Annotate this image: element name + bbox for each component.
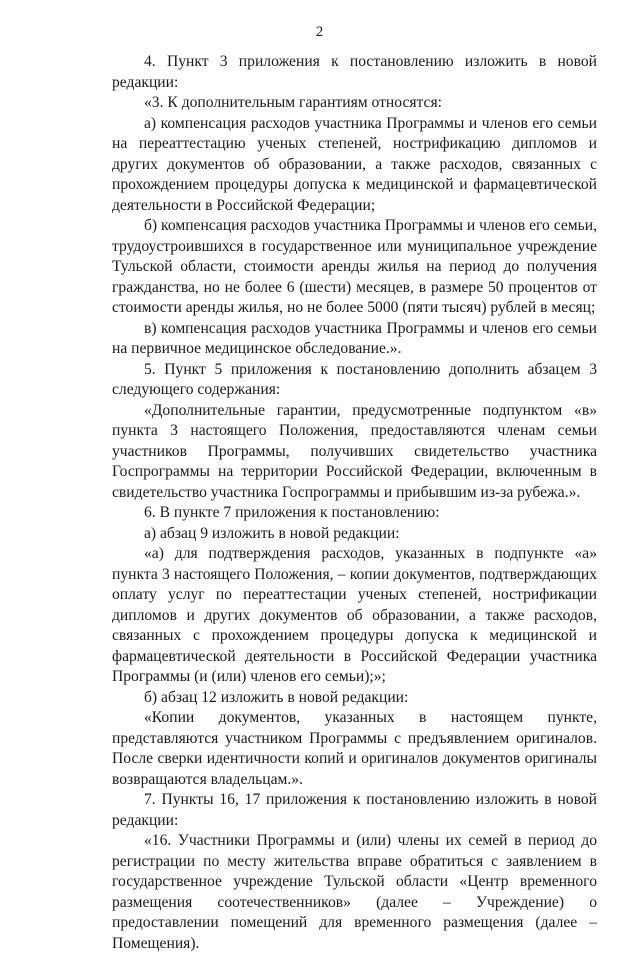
paragraph-subitem-v: в) компенсация расходов участника Программы и членов его семьи на первичное медицинское обследование.». — [112, 319, 597, 357]
paragraph-item-6-a-text: «а) для подтверждения расходов, указанных в подпункте «а» пункта 3 настоящего Положения, – копии документов, подтверждающих оплату услуг по переаттестации ученых степеней, нострификации дипломов и других документов об образовании, а также расходов, связанных с прохождением процедуры допуска к медицинской и фармацевтической деятельности в Российской Федерации участника Программы (и (или) членов его семьи);»; — [112, 545, 597, 685]
paragraph-subitem-b: б) компенсация расходов участника Программы и членов его семьи, трудоустроившихся в государственное или муниципальное учреждение Тульской области, стоимости аренды жилья на период до получения гражданства, но не более 6 (шести) месяцев, в размере 50 процентов от стоимости аренды жилья, но не более 5000 (пяти тысяч) рублей в месяц; — [112, 217, 597, 316]
document-body — [112, 52, 597, 954]
paragraph-item-16: «16. Участники Программы и (или) члены их семей в период до регистрации по месту жительства вправе обратиться с заявлением в государственное учреждение Тульской области «Центр временного размещения соотечественников» (далее – Учреждение) о предоставлении помещений для временного размещения (далее – Помещения). — [112, 832, 597, 952]
paragraph-item-6-a: а) абзац 9 изложить в новой редакции: — [144, 524, 400, 542]
paragraph-subitem-a: а) компенсация расходов участника Программы и членов его семьи на переаттестацию ученых степеней, нострификацию дипломов и других документов об образовании, а также расходов, связанных с прохождением процедуры допуска к медицинской и фармацевтической деятельности в Российской Федерации; — [112, 114, 597, 214]
paragraph-item-7: 7. Пункты 16, 17 приложения к постановлению изложить в новой редакции: — [112, 791, 597, 829]
paragraph-item-3-intro: «3. К дополнительным гарантиям относятся: — [144, 94, 442, 111]
paragraph-item-6-b-text: «Копии документов, указанных в настоящем пункте, представляются участником Программы с предъявлением оригиналов. После сверки идентичности копий и оригиналов документов оригиналы возвращаются владельцам.». — [112, 709, 597, 788]
paragraph-item-6: 6. В пункте 7 приложения к постановлению: — [144, 504, 440, 521]
paragraph-item-5: 5. Пункт 5 приложения к постановлению дополнить абзацем 3 следующего содержания: — [112, 360, 597, 398]
paragraph-item-4: 4. Пункт 3 приложения к постановлению изложить в новой редакции: — [112, 53, 597, 91]
paragraph-item-5-text: «Дополнительные гарантии, предусмотренные подпунктом «в» пункта 3 настоящего Положения, предоставляются членам семьи участников Программы, получивших свидетельство участника Госпрограммы на территории Российской Федерации, включенным в свидетельство участника Госпрограммы и прибывшим из-за рубежа.». — [112, 401, 597, 501]
page-number: 2 — [315, 24, 324, 40]
paragraph-item-6-b: б) абзац 12 изложить в новой редакции: — [144, 688, 409, 706]
